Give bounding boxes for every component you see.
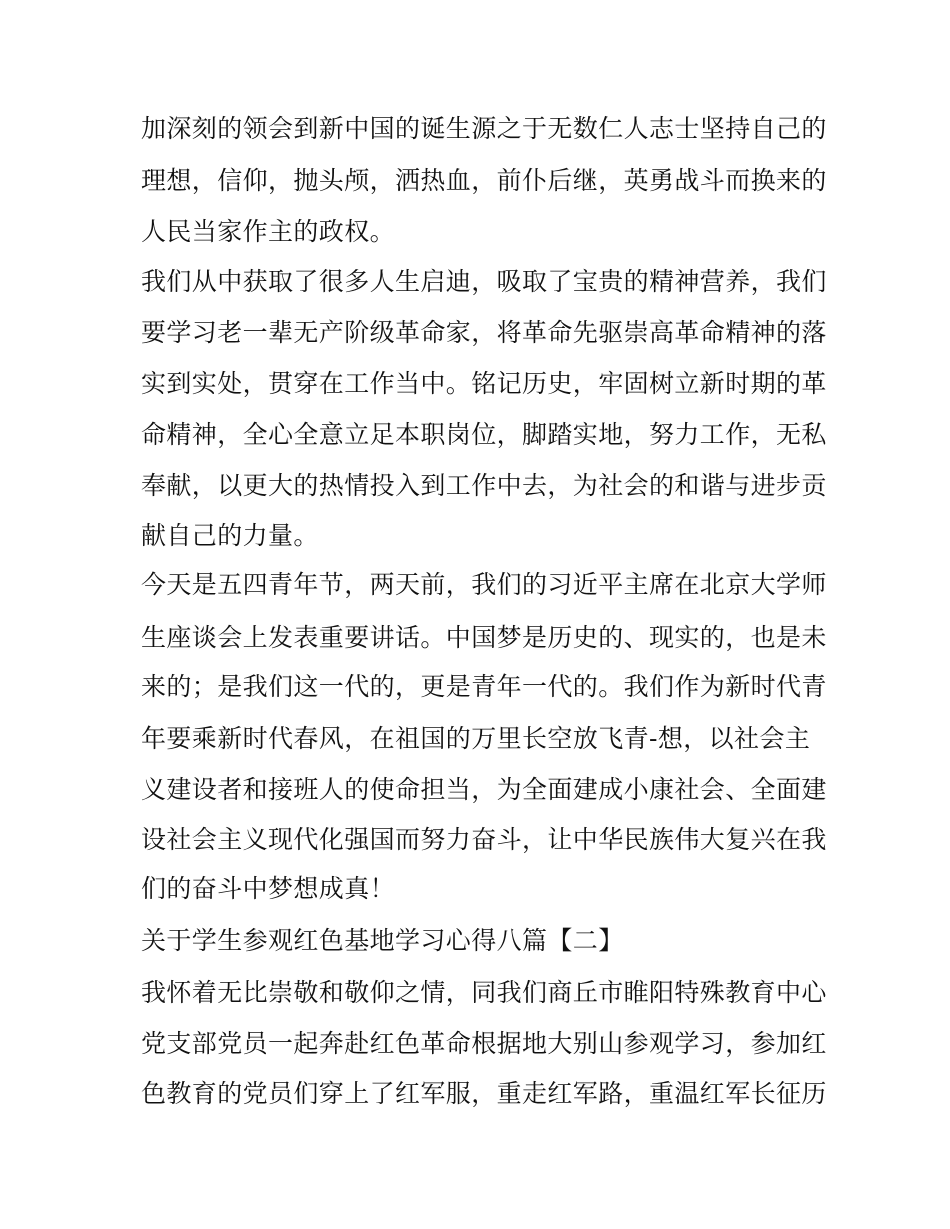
paragraph-line: 理想，信仰，抛头颅，洒热血，前仆后继，英勇战斗而换来的	[141, 166, 827, 195]
paragraph-line: 奉献，以更大的热情投入到工作中去，为社会的和谐与进步贡	[141, 471, 827, 500]
paragraph-line: 义建设者和接班人的使命担当，为全面建成小康社会、全面建	[141, 775, 827, 804]
paragraph-line: 人民当家作主的政权。	[141, 217, 396, 246]
paragraph-line: 生座谈会上发表重要讲话。中国梦是历史的、现实的，也是未	[141, 623, 827, 652]
paragraph-line: 献自己的力量。	[141, 521, 319, 550]
paragraph-line: 加深刻的领会到新中国的诞生源之于无数仁人志士坚持自己的	[141, 114, 827, 143]
paragraph-line: 今天是五四青年节，两天前，我们的习近平主席在北京大学师	[141, 570, 827, 599]
paragraph-line: 色教育的党员们穿上了红军服，重走红军路，重温红军长征历	[141, 1079, 827, 1108]
paragraph-line: 要学习老一辈无产阶级革命家，将革命先驱崇高革命精神的落	[141, 318, 827, 347]
paragraph-line: 来的；是我们这一代的，更是青年一代的。我们作为新时代青	[141, 672, 827, 701]
paragraph-line: 党支部党员一起奔赴红色革命根据地大别山参观学习，参加红	[141, 1029, 827, 1058]
section-heading: 关于学生参观红色基地学习心得八篇【二】	[141, 926, 624, 955]
paragraph-line: 年要乘新时代春风，在祖国的万里长空放飞青-想，以社会主	[141, 724, 811, 753]
paragraph-line: 我们从中获取了很多人生启迪，吸取了宝贵的精神营养，我们	[141, 267, 827, 296]
paragraph-line: 我怀着无比崇敬和敬仰之情，同我们商丘市睢阳特殊教育中心	[141, 978, 827, 1007]
paragraph-line: 实到实处，贯穿在工作当中。铭记历史，牢固树立新时期的革	[141, 369, 827, 398]
paragraph-line: 设社会主义现代化强国而努力奋斗，让中华民族伟大复兴在我	[141, 825, 827, 854]
paragraph-line: 命精神，全心全意立足本职岗位，脚踏实地，努力工作，无私	[141, 420, 827, 449]
paragraph-line: 们的奋斗中梦想成真！	[141, 874, 396, 903]
